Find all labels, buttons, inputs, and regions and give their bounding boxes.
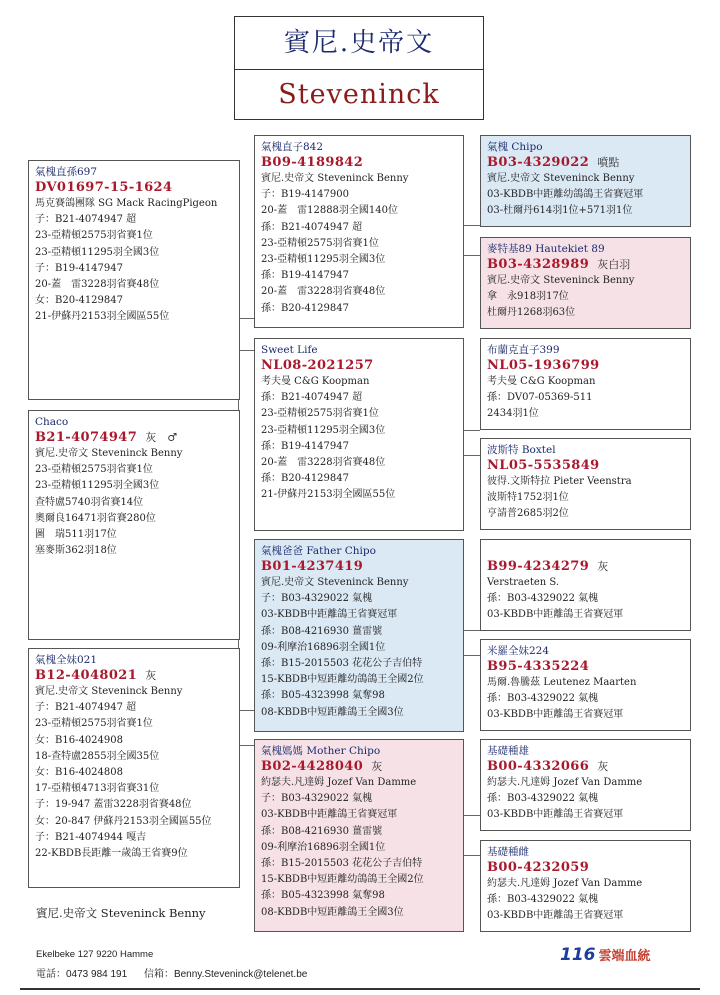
detail-line: 孫：B03-4329022 氣槐 bbox=[487, 793, 599, 805]
pigeon-name: 麥特基89 Hautekiet 89 bbox=[487, 243, 605, 255]
detail-line: 20-蓋 雷12888羽全國140位 bbox=[261, 205, 399, 217]
detail-line: 查特盧5740羽省賽14位 bbox=[35, 496, 144, 508]
detail-line: 03-KBDB中距離鴿王省賽冠軍 bbox=[487, 809, 624, 821]
ring-number: NL05-5535849 bbox=[487, 458, 600, 473]
detail-line: 孫：B08-4216930 薑雷號 bbox=[261, 625, 383, 637]
pigeon-name: Chaco bbox=[35, 416, 69, 428]
detail-line: 20-蓋 雷3228羽省賽48位 bbox=[35, 279, 160, 291]
detail-line: 女：B16-4024808 bbox=[35, 767, 123, 779]
ring-number: B03-4329022 噴點 bbox=[487, 155, 620, 170]
connector-line bbox=[238, 710, 254, 711]
detail-line: 子：B19-4147900 bbox=[261, 189, 349, 201]
ring-number: NL08-2021257 bbox=[261, 358, 374, 373]
contact-line bbox=[36, 965, 321, 980]
detail-line: 21-伊蘇丹2153羽全國區55位 bbox=[35, 311, 170, 323]
detail-line: 23-亞精頓2575羽省賽1位 bbox=[35, 718, 153, 730]
detail-line: 子：B03-4329022 氣槐 bbox=[261, 793, 373, 805]
pigeon-card-hautekiet bbox=[480, 237, 691, 329]
ring-number: B00-4332066 灰 bbox=[487, 759, 609, 774]
title-english: Steveninck bbox=[278, 79, 440, 110]
pigeon-details bbox=[35, 196, 233, 326]
detail-line: 15-KBDB中短距離幼鴿鴿王全國2位 bbox=[261, 674, 424, 686]
connector-line bbox=[464, 655, 480, 656]
detail-line: 20-蓋 雷3228羽省賽48位 bbox=[261, 286, 386, 298]
detail-line: 03-KBDB中距離鴿王省賽冠軍 bbox=[487, 609, 624, 621]
ring-number: B99-4234279 灰 bbox=[487, 559, 609, 574]
title-box bbox=[234, 16, 484, 120]
detail-line: 子：19-947 蓋雷3228羽省賽48位 bbox=[35, 799, 192, 811]
ring-number: B95-4335224 bbox=[487, 659, 590, 674]
detail-line: 15-KBDB中短距離幼鴿鴿王全國2位 bbox=[261, 874, 424, 886]
detail-line: 孫：B19-4147947 bbox=[261, 440, 349, 452]
pigeon-name: Sweet Life bbox=[261, 344, 318, 356]
connector-line bbox=[238, 745, 254, 746]
connector-line bbox=[464, 225, 480, 226]
detail-line: 09-利摩治16896羽全國1位 bbox=[261, 841, 386, 853]
detail-line: 賓尼.史帝文 Steveninck Benny bbox=[487, 275, 635, 286]
detail-line: 09-利摩治16896羽全國1位 bbox=[261, 641, 386, 653]
connector-line bbox=[464, 855, 480, 856]
pigeon-details bbox=[487, 675, 684, 724]
pigeon-card-cockbase bbox=[480, 739, 691, 831]
detail-line: 子：B19-4147947 bbox=[35, 262, 123, 274]
pigeon-card-son842 bbox=[254, 135, 464, 328]
detail-line: 拿 永918羽17位 bbox=[487, 291, 569, 303]
detail-line: 03-KBDB中距離鴿王省賽冠軍 bbox=[487, 709, 624, 721]
pigeon-card-boxtel bbox=[480, 438, 691, 530]
detail-line: 23-亞精頓11295羽全國3位 bbox=[261, 254, 386, 266]
detail-line: 孫：B05-4323998 氣奪98 bbox=[261, 690, 385, 702]
pigeon-details bbox=[487, 474, 684, 523]
detail-line: 女：B16-4024908 bbox=[35, 734, 123, 746]
pigeon-details bbox=[487, 575, 684, 624]
ring-number: B12-4048021 灰 bbox=[35, 668, 157, 683]
ring-number: B09-4189842 bbox=[261, 155, 364, 170]
detail-line: 考夫曼 C&G Koopman bbox=[261, 376, 370, 387]
detail-line: 孫：B20-4129847 bbox=[261, 473, 349, 485]
pigeon-sex: 灰白羽 bbox=[597, 258, 631, 271]
detail-line: 塞麥斯362羽18位 bbox=[35, 545, 117, 557]
pigeon-card-verstraeten bbox=[480, 539, 691, 631]
pigeon-details bbox=[261, 374, 457, 504]
pigeon-sex: 灰 bbox=[371, 760, 383, 773]
detail-line: 23-亞精頓11295羽全國3位 bbox=[261, 424, 386, 436]
detail-line: 23-亞精頓2575羽省賽1位 bbox=[261, 408, 379, 420]
detail-line: 彼得.文斯特拉 Pieter Veenstra bbox=[487, 476, 632, 487]
ring-number: B01-4237419 bbox=[261, 559, 364, 574]
detail-line: Verstraeten S. bbox=[487, 577, 560, 588]
detail-line: 賓尼.史帝文 Steveninck Benny bbox=[35, 686, 183, 697]
detail-line: 孫：B08-4216930 薑雷號 bbox=[261, 825, 383, 837]
detail-line: 波斯特1752羽1位 bbox=[487, 492, 569, 504]
pigeon-details bbox=[487, 171, 684, 220]
pigeon-details bbox=[261, 575, 457, 721]
detail-line: 亨請普2685羽2位 bbox=[487, 508, 569, 520]
detail-line: 21-伊蘇丹2153羽全國區55位 bbox=[261, 489, 396, 501]
pigeon-details bbox=[261, 171, 457, 317]
pigeon-name: 基礎種雄 bbox=[487, 745, 529, 757]
detail-line: 孫：B21-4074947 超 bbox=[261, 221, 363, 233]
detail-line: 23-亞精頓11295羽全國3位 bbox=[35, 246, 160, 258]
pigeon-details bbox=[35, 446, 233, 559]
detail-line: 23-亞精頓2575羽省賽1位 bbox=[261, 237, 379, 249]
detail-line: 馬爾.魯騰茲 Leutenez Maarten bbox=[487, 677, 637, 688]
pigeon-card-grandson bbox=[28, 160, 240, 400]
detail-line: 03-KBDB中距離幼鴿鴿王省賽冠軍 bbox=[487, 189, 644, 201]
phone-number: 電話：0473 984 191 bbox=[36, 969, 128, 980]
pigeon-card-father bbox=[254, 539, 464, 732]
detail-line: 08-KBDB中短距離鴿王全國3位 bbox=[261, 706, 404, 718]
brand-logo bbox=[560, 945, 651, 965]
pigeon-name: 氣槐 Chipo bbox=[487, 141, 543, 153]
detail-line: 22-KBDB長距離一歲鴿王省賽9位 bbox=[35, 848, 188, 860]
detail-line: 03-KBDB中距離鴿王省賽冠軍 bbox=[487, 910, 624, 922]
pigeon-details bbox=[487, 876, 684, 925]
detail-line: 孫：B20-4129847 bbox=[261, 302, 349, 314]
connector-line bbox=[464, 630, 480, 631]
ring-number: B21-4074947 灰 ♂ bbox=[35, 430, 178, 445]
detail-line: 子：B21-4074947 超 bbox=[35, 214, 137, 226]
ring-number: B02-4428040 灰 bbox=[261, 759, 383, 774]
detail-line: 賓尼.史帝文 Steveninck Benny bbox=[487, 173, 635, 184]
detail-line: 孫：B05-4323998 氣奪98 bbox=[261, 890, 385, 902]
pigeon-card-chipo bbox=[480, 135, 691, 227]
title-chinese: 賓尼.史帝文 bbox=[235, 17, 483, 70]
detail-line: 孫：B03-4329022 氣槐 bbox=[487, 693, 599, 705]
ring-number: NL05-1936799 bbox=[487, 358, 600, 373]
pigeon-name: 基礎種雌 bbox=[487, 846, 529, 858]
pigeon-name: 氣槐直孫697 bbox=[35, 166, 98, 178]
detail-line: 約瑟夫.凡達姆 Jozef Van Damme bbox=[487, 777, 643, 788]
detail-line: 17-亞精頓4713羽省賽31位 bbox=[35, 783, 160, 795]
detail-line: 子：B03-4329022 氣槐 bbox=[261, 593, 373, 605]
bottom-divider bbox=[20, 988, 700, 990]
detail-line: 18-查特盧2855羽全國35位 bbox=[35, 750, 160, 762]
detail-line: 奧爾良16471羽省賽280位 bbox=[35, 512, 156, 524]
ring-number: DV01697-15-1624 bbox=[35, 180, 173, 195]
detail-line: 女：20-847 伊蘇丹2153羽全國區55位 bbox=[35, 815, 212, 827]
detail-line: 03-KBDB中距離鴿王省賽冠軍 bbox=[261, 609, 398, 621]
pigeon-sex: 灰 bbox=[145, 669, 157, 682]
detail-line: 08-KBDB中短距離鴿王全國3位 bbox=[261, 906, 404, 918]
detail-line: 馬克賽鴿團隊 SG Mack RacingPigeon bbox=[35, 198, 218, 209]
detail-line: 23-亞精頓11295羽全國3位 bbox=[35, 480, 160, 492]
detail-line: 子：B21-4074944 嘎吉 bbox=[35, 831, 147, 843]
detail-line: 2434羽1位 bbox=[487, 408, 539, 420]
ring-number: B00-4232059 bbox=[487, 860, 590, 875]
detail-line: 賓尼.史帝文 Steveninck Benny bbox=[261, 173, 409, 184]
pigeon-name: 氣槐媽媽 Mother Chipo bbox=[261, 745, 381, 757]
pigeon-details bbox=[487, 775, 684, 824]
connector-line bbox=[464, 430, 480, 431]
detail-line: 孫：B21-4074947 超 bbox=[261, 392, 363, 404]
detail-line: 女：B20-4129847 bbox=[35, 295, 123, 307]
pigeon-card-brand399 bbox=[480, 338, 691, 430]
connector-line bbox=[464, 255, 480, 256]
connector-line bbox=[238, 318, 254, 319]
detail-line: 孫：DV07-05369-511 bbox=[487, 392, 593, 404]
pigeon-name: 氣槐直子842 bbox=[261, 141, 324, 153]
pigeon-card-chaco bbox=[28, 410, 240, 640]
logo-text: 雲端血統 bbox=[598, 949, 651, 964]
detail-line: 孫：B15-2015503 花花公子吉伯特 bbox=[261, 658, 423, 670]
detail-line: 圖 瑞511羽17位 bbox=[35, 529, 117, 541]
pigeon-sex: 灰 bbox=[597, 560, 609, 573]
logo-number: 116 bbox=[560, 945, 596, 965]
pigeon-details bbox=[261, 775, 457, 921]
email-address[interactable]: 信箱：Benny.Steveninck@telenet.be bbox=[143, 969, 308, 980]
connector-line bbox=[238, 350, 254, 351]
pigeon-name: 布蘭克直子399 bbox=[487, 344, 560, 356]
detail-line: 約瑟夫.凡達姆 Jozef Van Damme bbox=[261, 777, 417, 788]
detail-line: 考夫曼 C&G Koopman bbox=[487, 376, 596, 387]
pigeon-name: 米羅全妹224 bbox=[487, 645, 550, 657]
pigeon-name: 氣槐全妹021 bbox=[35, 654, 98, 666]
detail-line: 20-蓋 雷3228羽省賽48位 bbox=[261, 457, 386, 469]
pigeon-sex: 灰 bbox=[597, 760, 609, 773]
detail-line: 賓尼.史帝文 Steveninck Benny bbox=[35, 448, 183, 459]
pigeon-name: 氣槐爸爸 Father Chipo bbox=[261, 545, 376, 557]
pigeon-card-mother bbox=[254, 739, 464, 932]
pigeon-card-granddaughter bbox=[28, 648, 240, 888]
detail-line: 杜爾丹1268羽63位 bbox=[487, 307, 576, 319]
pigeon-details bbox=[487, 273, 684, 322]
detail-line: 孫：B19-4147947 bbox=[261, 270, 349, 282]
detail-line: 03-杜爾丹614羽1位+571羽1位 bbox=[487, 205, 633, 217]
detail-line: 23-亞精頓2575羽省賽1位 bbox=[35, 464, 153, 476]
pigeon-card-sister224 bbox=[480, 639, 691, 731]
breeder-name: 賓尼.史帝文 Steveninck Benny bbox=[36, 906, 206, 920]
detail-line: 子：B21-4074947 超 bbox=[35, 702, 137, 714]
detail-line: 孫：B15-2015503 花花公子吉伯特 bbox=[261, 858, 423, 870]
detail-line: 孫：B03-4329022 氣槐 bbox=[487, 593, 599, 605]
pigeon-sex: 噴點 bbox=[597, 156, 620, 169]
detail-line: 賓尼.史帝文 Steveninck Benny bbox=[261, 577, 409, 588]
connector-line bbox=[464, 815, 480, 816]
pigeon-card-sweetlife bbox=[254, 338, 464, 531]
pigeon-sex: 灰 ♂ bbox=[145, 431, 178, 444]
pigeon-card-henbase bbox=[480, 840, 691, 932]
detail-line: 03-KBDB中距離鴿王省賽冠軍 bbox=[261, 809, 398, 821]
pigeon-details bbox=[487, 374, 684, 423]
pigeon-name: 波斯特 Boxtel bbox=[487, 444, 556, 456]
detail-line: 23-亞精頓2575羽省賽1位 bbox=[35, 230, 153, 242]
connector-line bbox=[464, 455, 480, 456]
detail-line: 約瑟夫.凡達姆 Jozef Van Damme bbox=[487, 878, 643, 889]
breeder-address: Ekelbeke 127 9220 Hamme bbox=[36, 949, 154, 960]
pigeon-details bbox=[35, 684, 233, 862]
detail-line: 孫：B03-4329022 氣槐 bbox=[487, 894, 599, 906]
ring-number: B03-4328989 灰白羽 bbox=[487, 257, 631, 272]
